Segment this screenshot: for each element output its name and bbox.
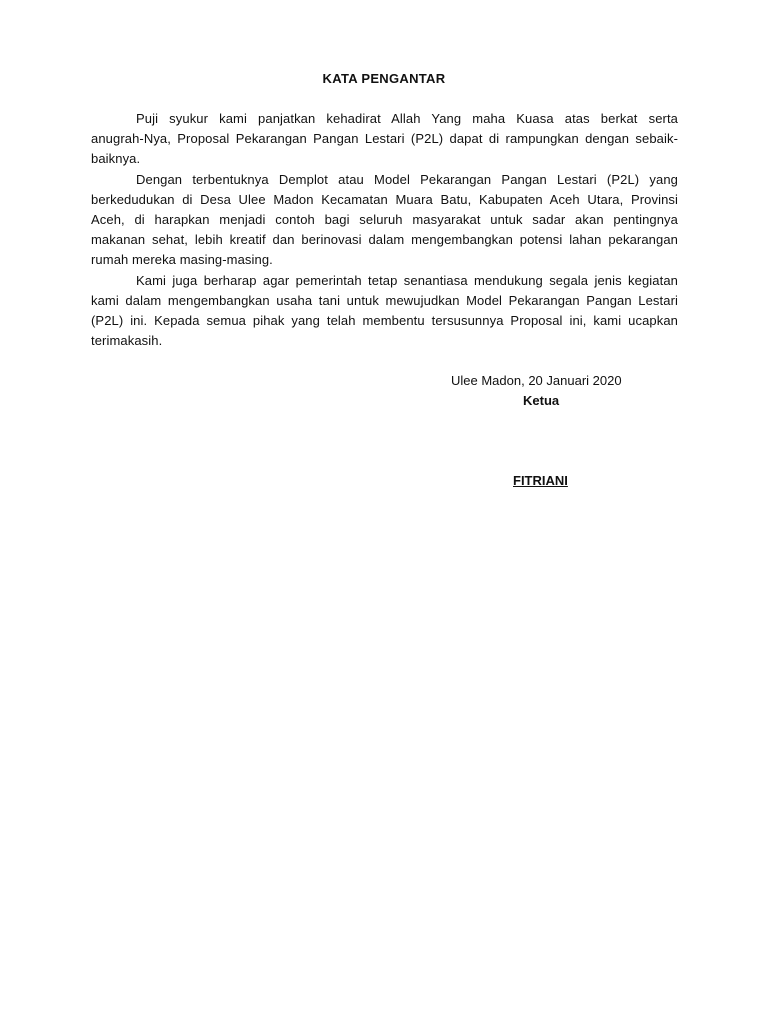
- paragraph-3-line-2: kami dalam mengembangkan usaha tani untuk mewujudkan Model Pekarangan Pangan Lestari: [91, 293, 678, 308]
- paragraph-2-line-4: makanan sehat, lebih kreatif dan berinovasi dalam mengembangkan potensi lahan pekarangan: [91, 232, 678, 247]
- paragraph-3-line-3: (P2L) ini. Kepada semua pihak yang telah membentu tersusunnya Proposal ini, kami ucapkan: [91, 313, 678, 328]
- signature-role: Ketua: [523, 393, 560, 408]
- paragraph-2-line-2: berkedudukan di Desa Ulee Madon Kecamatan Muara Batu, Kabupaten Aceh Utara, Provinsi: [91, 192, 678, 207]
- paragraph-2-line-3: Aceh, di harapkan menjadi contoh bagi seluruh masyarakat untuk sadar akan pentingnya: [91, 212, 678, 227]
- signature-name: FITRIANI: [513, 473, 568, 488]
- paragraph-3-line-4: terimakasih.: [91, 333, 163, 348]
- paragraph-1-line-3: baiknya.: [91, 151, 141, 166]
- paragraph-2-line-5: rumah mereka masing-masing.: [91, 252, 273, 267]
- signature-place-date: Ulee Madon, 20 Januari 2020: [451, 373, 622, 388]
- paragraph-3-line-1: Kami juga berharap agar pemerintah tetap senantiasa mendukung segala jenis kegiatan: [136, 273, 678, 288]
- document-title: KATA PENGANTAR: [322, 71, 446, 86]
- paragraph-2-line-1: Dengan terbentuknya Demplot atau Model Pekarangan Pangan Lestari (P2L) yang: [136, 172, 678, 187]
- paragraph-1-line-2: anugrah-Nya, Proposal Pekarangan Pangan Lestari (P2L) dapat di rampungkan dengan sebaik-: [91, 131, 678, 146]
- paragraph-1-line-1: Puji syukur kami panjatkan kehadirat Allah Yang maha Kuasa atas berkat serta: [136, 111, 678, 126]
